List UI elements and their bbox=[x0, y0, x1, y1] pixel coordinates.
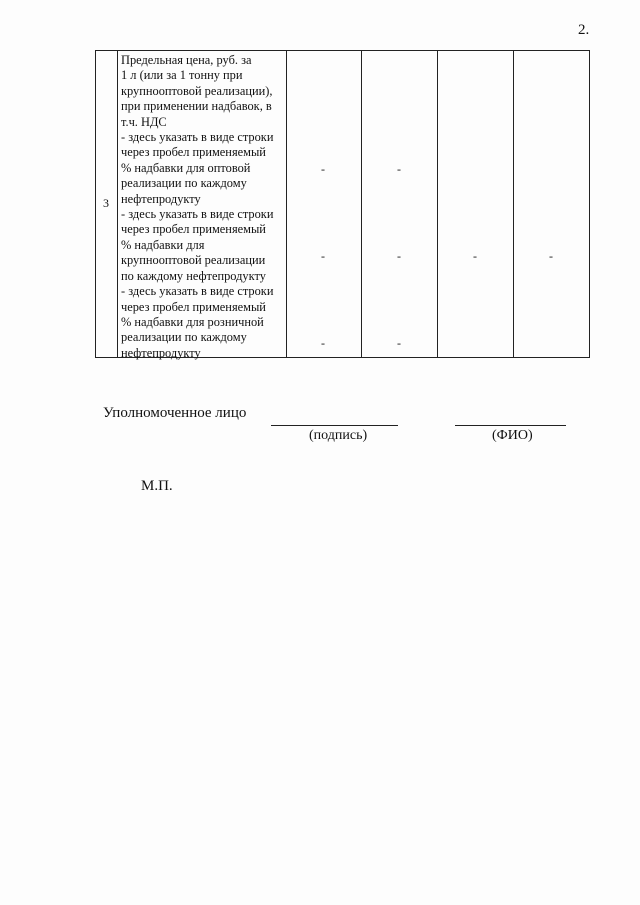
retail-dash-col1: - bbox=[321, 336, 325, 350]
row-description: Предельная цена, руб. за 1 л (или за 1 тонну при крупнооптовой реализации), при применении надбавок, в т.ч. НДС - здесь указать в виде строки через пробел применяемый % надбавки для оптовой реализации по каждому нефтепродукту - здесь указать в виде строки через пробел применяемый % надбавки для крупнооптовой реализации по каждому нефтепродукту - здесь указать в виде строки через пробел применяемый % надбавки для розничной реализации по каждому нефтепродукту bbox=[121, 53, 274, 360]
bulk-dash-col4: - bbox=[549, 249, 553, 263]
stamp-placeholder: М.П. bbox=[141, 478, 173, 494]
wholesale-dash-col1: - bbox=[321, 162, 325, 176]
table-border-left bbox=[95, 50, 96, 358]
name-line bbox=[455, 425, 566, 426]
signature-caption: (подпись) bbox=[309, 428, 368, 443]
signature-line bbox=[271, 425, 398, 426]
bulk-dash-col3: - bbox=[473, 249, 477, 263]
bulk-dash-col2: - bbox=[397, 249, 401, 263]
name-caption: (ФИО) bbox=[492, 428, 533, 443]
table-col-divider-3 bbox=[361, 50, 362, 358]
table-col-divider-4 bbox=[437, 50, 438, 358]
page-number: 2. bbox=[578, 22, 590, 38]
wholesale-dash-col2: - bbox=[397, 162, 401, 176]
row-number: 3 bbox=[103, 196, 109, 210]
table-col-divider-1 bbox=[117, 50, 118, 358]
bulk-dash-col1: - bbox=[321, 249, 325, 263]
retail-dash-col2: - bbox=[397, 336, 401, 350]
table-col-divider-5 bbox=[513, 50, 514, 358]
authorized-person-label: Уполномоченное лицо bbox=[103, 405, 247, 421]
table-border-right bbox=[589, 50, 590, 358]
table-border-top bbox=[95, 50, 590, 51]
